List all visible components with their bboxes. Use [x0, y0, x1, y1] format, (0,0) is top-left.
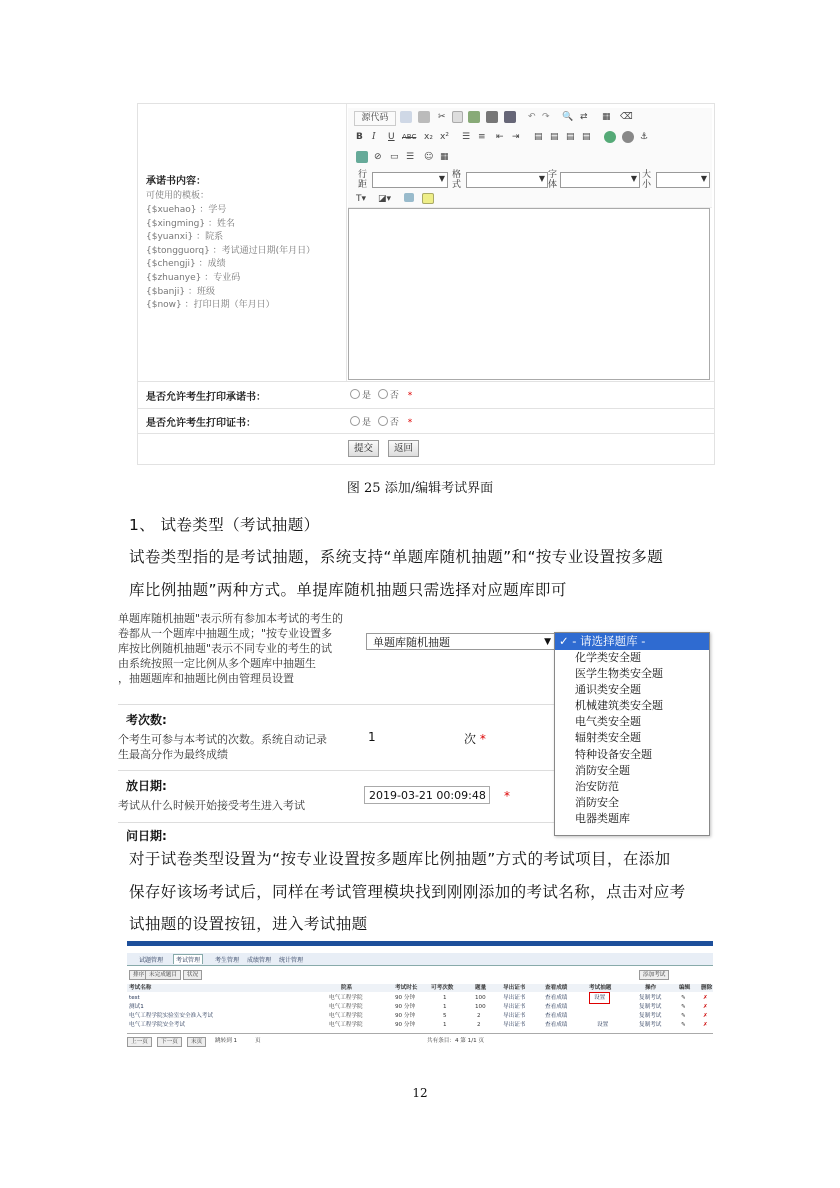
- duration: 90 分钟: [395, 995, 416, 1001]
- template-item: {$xuehao} ：学号: [146, 205, 227, 215]
- eraser-icon[interactable]: ⌫: [620, 112, 633, 122]
- dropdown-option[interactable]: 特种设备安全题: [575, 747, 652, 761]
- template-item: {$chengji} ：成绩: [146, 259, 226, 270]
- nav-tabs: [127, 953, 713, 966]
- table-header: [127, 984, 713, 992]
- row-divider: [138, 381, 714, 382]
- table-row: [127, 1003, 713, 1011]
- undo-icon[interactable]: ↶: [528, 112, 536, 122]
- copy-icon[interactable]: [452, 111, 463, 124]
- paragraph-line: 试卷类型指的是考试抽题，系统支持“单题库随机抽题”和“按专业设置按多题: [129, 548, 664, 566]
- dropdown-option[interactable]: 医学生物类安全题: [575, 667, 663, 681]
- yes-label: 是: [362, 391, 372, 401]
- prev-page-button[interactable]: 上一页: [127, 1037, 152, 1047]
- promise-label-column: [138, 104, 347, 381]
- top-banner: [127, 941, 713, 946]
- paragraph-line: 对于试卷类型设置为“按专业设置按多题库比例抽题”方式的考试项目，在添加: [129, 850, 671, 868]
- smiley-icon[interactable]: ☺: [424, 152, 434, 162]
- dropdown-option[interactable]: 化学类安全题: [575, 651, 641, 664]
- desc-line: 单题库随机抽题"表示所有参加本考试的考生的: [118, 612, 344, 625]
- edit-icon[interactable]: ✎: [681, 995, 686, 1001]
- template-item: {$yuanxi} ：院系: [146, 232, 224, 243]
- checkmark-icon: ✓: [559, 634, 569, 648]
- paragraph-line: 保存好该场考试后，同样在考试管理模块找到刚刚添加的考试名称，点击对应考: [129, 883, 686, 901]
- open-date-input[interactable]: 2019-03-21 00:09:48: [364, 786, 490, 804]
- edit-icon[interactable]: ✎: [681, 1004, 686, 1010]
- paste-text-icon[interactable]: [486, 111, 498, 124]
- delete-icon[interactable]: ✗: [703, 1013, 708, 1019]
- desc-line: 卷都从一个题库中抽题生成；"按专业设置多: [118, 627, 333, 640]
- italic-button[interactable]: I: [372, 132, 376, 142]
- allow-print-promise-radios: [350, 388, 412, 401]
- template-item: {$xingming} ：姓名: [146, 218, 235, 229]
- no-label: 否: [389, 418, 399, 428]
- template-item: {$banji} ：班级: [146, 286, 215, 297]
- source-code-button[interactable]: [354, 111, 396, 126]
- copy-exam-link[interactable]: 复制考试: [639, 1022, 662, 1028]
- status-button[interactable]: 状况: [183, 970, 202, 980]
- page-unit: 页: [255, 1038, 261, 1044]
- delete-icon[interactable]: ✗: [703, 1004, 708, 1010]
- row-divider: [118, 770, 558, 771]
- dropdown-option[interactable]: 消防安全题: [575, 763, 630, 777]
- question-bank-dropdown[interactable]: [554, 632, 710, 836]
- hr-icon[interactable]: ☰: [406, 152, 415, 162]
- open-date-description: 考试从什么时候开始接受考生进入考试: [118, 799, 305, 812]
- size-label: 大小: [642, 170, 652, 190]
- promise-content-editor[interactable]: [348, 208, 710, 380]
- department: 电气工程学院: [329, 995, 363, 1001]
- yes-label: 是: [362, 418, 372, 428]
- copy-exam-link[interactable]: 复制考试: [639, 1004, 662, 1010]
- ordered-list-icon[interactable]: ☰: [462, 132, 471, 142]
- duration: 90 分钟: [395, 1022, 416, 1028]
- paragraph-line: 试抽题的设置按钮，进入考试抽题: [129, 915, 368, 933]
- extract-settings-link[interactable]: 设置: [597, 1022, 609, 1028]
- extract-type-description: [118, 611, 343, 686]
- desc-line: 库按比例随机抽题"表示不同专业的考生的试: [118, 642, 333, 655]
- promise-no-radio[interactable]: [378, 389, 388, 399]
- next-field-title: 问日期:: [126, 829, 167, 843]
- header-cell: 可考次数: [431, 985, 454, 991]
- header-cell: 查看成绩: [545, 985, 568, 991]
- header-cell: 编辑: [679, 985, 691, 991]
- page-number: 12: [412, 1086, 428, 1100]
- unit-label: 次: [464, 732, 477, 746]
- editor-toolbar-1: [348, 108, 712, 129]
- copy-exam-link[interactable]: 复制考试: [639, 995, 662, 1001]
- figure-caption: 图 25 添加/编辑考试界面: [346, 481, 494, 496]
- duration: 90 分钟: [395, 1004, 416, 1010]
- find-icon[interactable]: 🔍: [562, 112, 574, 122]
- header-cell: 考试抽题: [589, 985, 612, 991]
- format-select[interactable]: ▼: [466, 172, 548, 188]
- tab-question-bank[interactable]: 试题管理: [139, 957, 164, 964]
- header-cell: 题量: [475, 985, 487, 991]
- duration: 90 分钟: [395, 1013, 416, 1019]
- open-date-title: 放日期:: [126, 779, 167, 793]
- question-count: 100: [475, 1004, 486, 1010]
- edit-icon[interactable]: ✎: [681, 1022, 686, 1028]
- required-mark: *: [407, 418, 413, 428]
- allow-print-cert-label: 是否允许考生打印证书：: [146, 418, 256, 429]
- source-code-label: 源代码: [361, 113, 389, 123]
- dropdown-option[interactable]: 电器类题库: [575, 811, 630, 825]
- bg-color-icon[interactable]: ◪▾: [378, 194, 392, 204]
- header-cell: 删除: [701, 985, 713, 991]
- template-item: {$now} ：打印日期（年月日）: [146, 300, 275, 311]
- dropdown-head[interactable]: [555, 633, 709, 650]
- header-cell: 导出证书: [503, 985, 526, 991]
- header-cell: 考试时长: [395, 985, 418, 991]
- jump-to-page[interactable]: 跳转到 1: [215, 1038, 238, 1044]
- font-label: 字体: [548, 170, 558, 190]
- tab-statistics-management[interactable]: 统计管理: [279, 957, 304, 964]
- extract-settings-link[interactable]: 设置: [589, 992, 610, 1004]
- required-mark: *: [504, 789, 510, 803]
- line-height-select[interactable]: ▼: [372, 172, 448, 188]
- no-label: 否: [389, 391, 399, 401]
- row-divider: [138, 433, 714, 434]
- exam-count-unit: [464, 730, 486, 747]
- delete-icon[interactable]: ✗: [703, 995, 708, 1001]
- allow-print-cert-radios: [350, 415, 412, 428]
- row-divider: [118, 704, 558, 705]
- dropdown-option[interactable]: 消防安全: [575, 795, 619, 809]
- special-char-icon[interactable]: ▦: [440, 152, 449, 162]
- pager: [127, 1037, 713, 1047]
- attempts: 1: [443, 1022, 447, 1028]
- dropdown-option[interactable]: 机械建筑类安全题: [575, 699, 663, 713]
- dropdown-option[interactable]: 治安防范: [575, 779, 619, 793]
- paste-word-icon[interactable]: [504, 111, 516, 124]
- template-item: {$tongguorq} ：考试通过日期(年月日）: [146, 245, 316, 256]
- dropdown-head-label: - 请选择题库 -: [572, 634, 646, 648]
- link-icon[interactable]: [604, 131, 616, 144]
- list-toolbar: [127, 970, 713, 980]
- export-cert-link[interactable]: 导出证书: [503, 995, 526, 1001]
- header-cell: 院系: [341, 985, 353, 991]
- row-divider: [118, 822, 558, 823]
- question-count: 100: [475, 995, 486, 1001]
- line-height-label: 行距: [358, 170, 368, 190]
- subscript-button[interactable]: x₂: [424, 132, 433, 142]
- row-divider: [138, 408, 714, 409]
- export-cert-link[interactable]: 导出证书: [503, 1004, 526, 1010]
- template-item: {$zhuanye} ：专业码: [146, 272, 241, 283]
- export-cert-link[interactable]: 导出证书: [503, 1013, 526, 1019]
- allow-print-promise-label: 是否允许考生打印承诺书：: [146, 392, 266, 403]
- paragraph-line: 库比例抽题”两种方式。单提库随机抽题只需选择对应题库即可: [129, 581, 567, 599]
- exam-count-description: [118, 732, 327, 762]
- table-row: [127, 1012, 713, 1020]
- attempts: 1: [443, 995, 447, 1001]
- attempts: 1: [443, 1004, 447, 1010]
- indent-icon[interactable]: ⇥: [512, 132, 520, 142]
- paste-icon[interactable]: [468, 111, 480, 124]
- exam-list-screenshot: [127, 941, 713, 1051]
- tab-score-management[interactable]: 成绩管理: [247, 957, 272, 964]
- template-list: [146, 204, 346, 313]
- flash-icon[interactable]: ⊘: [374, 152, 382, 162]
- exam-name[interactable]: test: [129, 995, 140, 1001]
- fullscreen-icon[interactable]: [404, 193, 414, 206]
- editor-toolbar-3: [348, 148, 712, 169]
- last-page-button[interactable]: 末页: [187, 1037, 206, 1047]
- image-icon[interactable]: [356, 151, 368, 164]
- size-select[interactable]: ▼: [656, 172, 710, 188]
- delete-icon[interactable]: ✗: [703, 1022, 708, 1028]
- department: 电气工程学院: [329, 1013, 363, 1019]
- tab-exam-management[interactable]: 考试管理: [173, 954, 203, 964]
- table-icon[interactable]: ▦: [602, 112, 611, 122]
- question-count: 2: [477, 1022, 481, 1028]
- templates-title: 可使用的模板：: [146, 191, 210, 201]
- exam-name[interactable]: 电气工程学院安全考试: [129, 1022, 185, 1028]
- cert-no-radio[interactable]: [378, 416, 388, 426]
- editor-font-row: [348, 168, 712, 193]
- export-cert-link[interactable]: 导出证书: [503, 1022, 526, 1028]
- exam-edit-form-screenshot: [137, 103, 715, 465]
- edit-icon[interactable]: ✎: [681, 1013, 686, 1019]
- add-exam-button[interactable]: 添加考试: [639, 970, 669, 980]
- table-row: [127, 1021, 713, 1029]
- preview-icon[interactable]: [400, 111, 412, 124]
- align-left-icon[interactable]: ▤: [534, 132, 543, 142]
- cert-yes-radio[interactable]: [350, 416, 360, 426]
- bold-button[interactable]: B: [356, 132, 363, 142]
- dropdown-option[interactable]: 辐射类安全题: [575, 731, 641, 745]
- align-justify-icon[interactable]: ▤: [582, 132, 591, 142]
- required-mark: *: [479, 732, 486, 746]
- strike-button[interactable]: ABC: [402, 133, 417, 141]
- department: 电气工程学院: [329, 1004, 363, 1010]
- outdent-icon[interactable]: ⇤: [496, 132, 504, 142]
- section-heading: 1、 试卷类型（考试抽题）: [129, 516, 320, 534]
- view-score-link[interactable]: 查看成绩: [545, 995, 568, 1001]
- attempts: 5: [443, 1013, 447, 1019]
- align-right-icon[interactable]: ▤: [566, 132, 575, 142]
- editor-toolbar-2: [348, 128, 712, 149]
- tab-student-management[interactable]: 考生管理: [215, 957, 240, 964]
- format-label: 格式: [452, 170, 462, 190]
- print-icon[interactable]: [418, 111, 430, 124]
- copy-exam-link[interactable]: 复制考试: [639, 1013, 662, 1019]
- underline-button[interactable]: U: [388, 132, 395, 142]
- filter-button[interactable]: 未完成题目: [145, 970, 181, 980]
- view-score-link[interactable]: 查看成绩: [545, 1013, 568, 1019]
- exam-name[interactable]: 测试1: [129, 1004, 144, 1010]
- exam-settings-screenshot: [118, 606, 712, 843]
- desc-line: 由系统按照一定比例从多个题库中抽题生: [118, 657, 316, 670]
- font-select[interactable]: ▼: [560, 172, 640, 188]
- back-button[interactable]: 返回: [388, 440, 419, 457]
- replace-icon[interactable]: ⇄: [580, 112, 588, 122]
- desc-line: 生最高分作为最终成绩: [118, 748, 228, 761]
- sort-button[interactable]: 排序: [129, 970, 148, 980]
- cut-icon[interactable]: ✂: [438, 112, 446, 122]
- exam-name[interactable]: 电气工程学院实验室安全准入考试: [129, 1013, 213, 1019]
- department: 电气工程学院: [329, 1022, 363, 1028]
- question-count: 2: [477, 1013, 481, 1019]
- exam-count-input[interactable]: 1: [368, 730, 376, 744]
- next-page-button[interactable]: 下一页: [157, 1037, 182, 1047]
- extract-type-select[interactable]: [366, 633, 556, 650]
- exam-count-title: 考次数:: [126, 713, 167, 727]
- view-score-link[interactable]: 查看成绩: [545, 1004, 568, 1010]
- promise-content-label: 承诺书内容：: [146, 176, 206, 187]
- table-row: [127, 994, 713, 1002]
- dropdown-option[interactable]: 电气类安全题: [575, 715, 641, 729]
- editor-toolbar-5: [348, 192, 712, 208]
- desc-line: 个考生可参与本考试的次数。系统自动记录: [118, 733, 327, 746]
- bullet-list-icon[interactable]: ≡: [478, 132, 486, 142]
- extract-type-value: 单题库随机抽题: [373, 636, 450, 649]
- view-score-link[interactable]: 查看成绩: [545, 1022, 568, 1028]
- promise-yes-radio[interactable]: [350, 389, 360, 399]
- align-center-icon[interactable]: ▤: [550, 132, 559, 142]
- submit-button[interactable]: 提交: [348, 440, 379, 457]
- unlink-icon[interactable]: [622, 131, 634, 144]
- table-divider: [127, 1033, 713, 1034]
- dropdown-option[interactable]: 通识类安全题: [575, 683, 641, 697]
- pager-info: 共有条目：4 第 1/1 页: [427, 1038, 485, 1044]
- required-mark: *: [407, 391, 413, 401]
- chevron-down-icon: ▼: [544, 637, 551, 647]
- header-cell: 操作: [645, 985, 657, 991]
- table-insert-icon[interactable]: ▭: [390, 152, 399, 162]
- anchor-icon[interactable]: ⚓: [640, 132, 649, 142]
- superscript-button[interactable]: x²: [440, 132, 449, 142]
- redo-icon[interactable]: ↷: [542, 112, 550, 122]
- desc-line: ，抽题题库和抽题比例由管理员设置: [118, 672, 294, 685]
- page-break-icon[interactable]: [422, 193, 434, 206]
- text-color-icon[interactable]: T▾: [356, 194, 367, 204]
- header-cell: 考试名称: [129, 985, 152, 991]
